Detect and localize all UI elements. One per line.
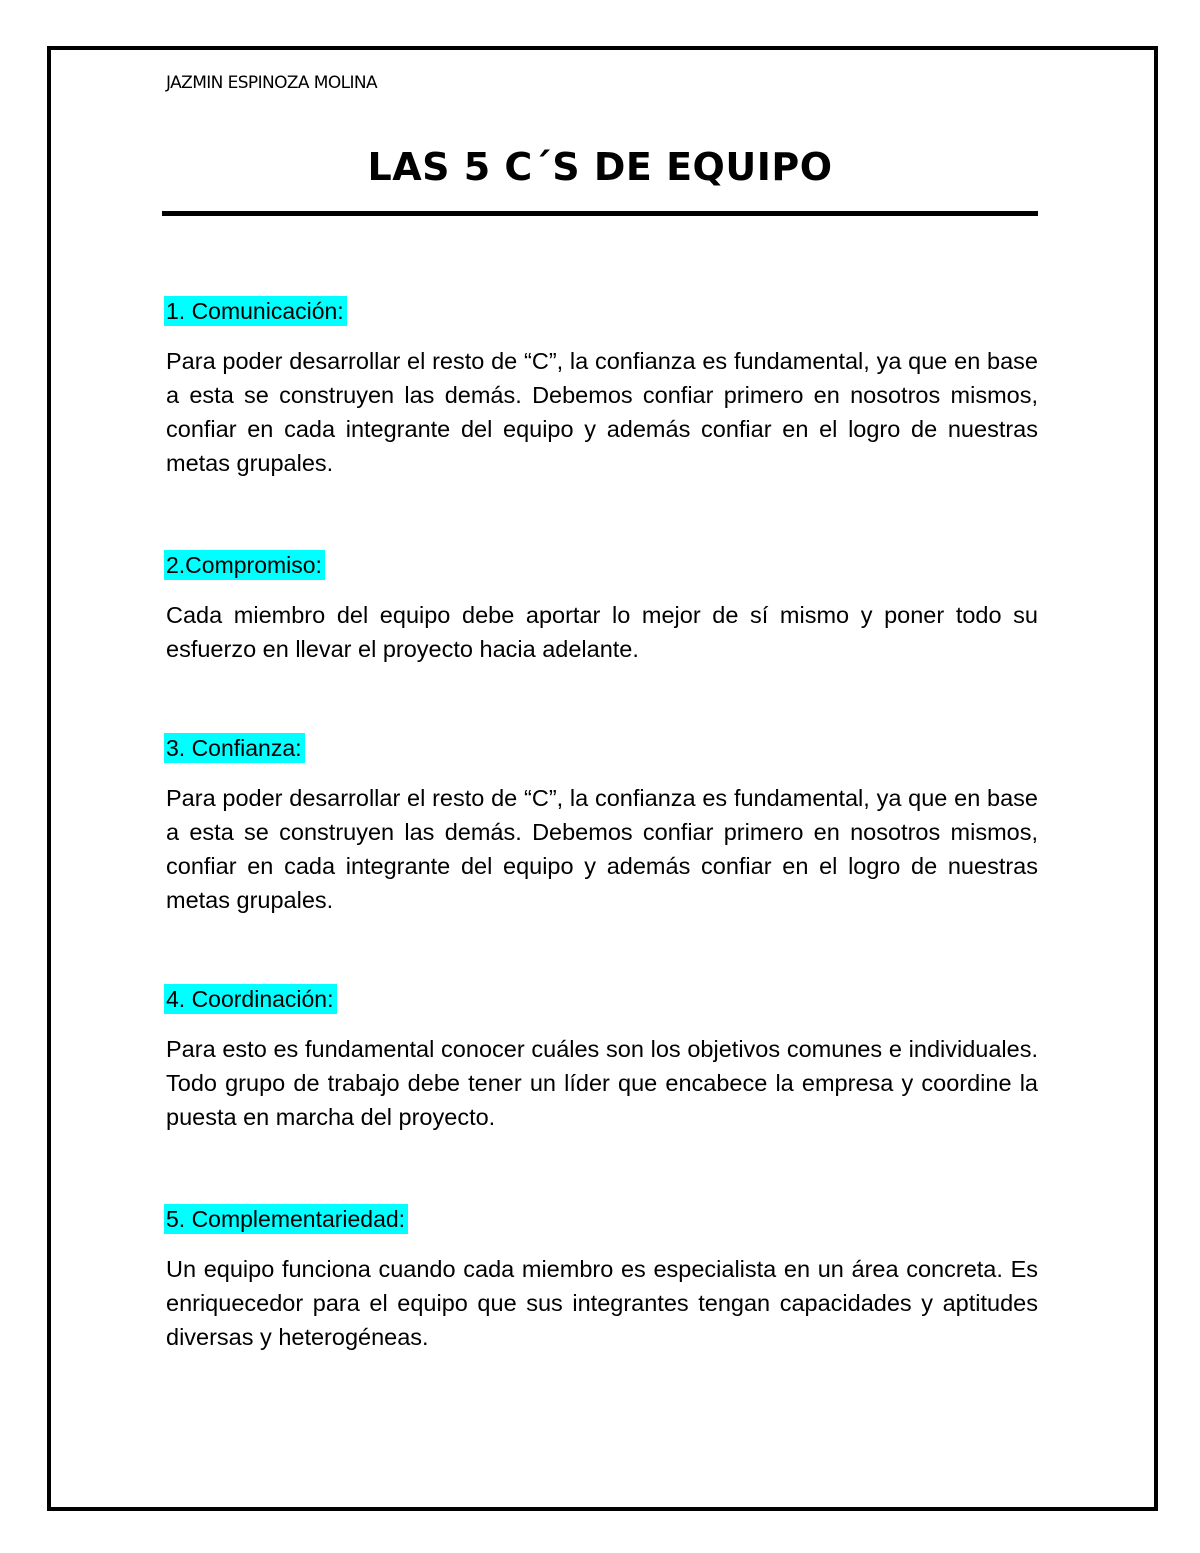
page-title: LAS 5 C´S DE EQUIPO	[367, 145, 833, 189]
author-name: JAZMIN ESPINOZA MOLINA	[166, 73, 378, 93]
section-complementariedad	[166, 1204, 1038, 1354]
section-compromiso	[166, 550, 1038, 666]
section-heading: 2.Compromiso:	[164, 550, 325, 580]
section-body: Para poder desarrollar el resto de “C”, la confianza es fundamental, ya que en base a esta se construyen las demás. Debemos confiar primero en nosotros mismos, confiar en cada integrante del equipo y además confiar en el logro de nuestras metas grupales.	[166, 785, 1038, 913]
section-body: Un equipo funciona cuando cada miembro es especialista en un área concreta. Es enriquecedor para el equipo que sus integrantes tengan capacidades y aptitudes diversas y heterogéneas.	[166, 1256, 1038, 1350]
section-heading: 5. Complementariedad:	[164, 1204, 408, 1234]
section-heading: 3. Confianza:	[164, 733, 305, 763]
section-body: Cada miembro del equipo debe aportar lo mejor de sí mismo y poner todo su esfuerzo en llevar el proyecto hacia adelante.	[166, 602, 1038, 662]
section-coordinacion	[166, 984, 1038, 1134]
section-heading: 4. Coordinación:	[164, 984, 337, 1014]
section-heading: 1. Comunicación:	[164, 296, 347, 326]
section-comunicacion	[166, 296, 1038, 480]
section-body: Para poder desarrollar el resto de “C”, la confianza es fundamental, ya que en base a esta se construyen las demás. Debemos confiar primero en nosotros mismos, confiar en cada integrante del equipo y además confiar en el logro de nuestras metas grupales.	[166, 348, 1038, 476]
title-divider	[162, 211, 1038, 216]
section-confianza	[166, 733, 1038, 917]
section-body: Para esto es fundamental conocer cuáles son los objetivos comunes e individuales. Todo grupo de trabajo debe tener un líder que encabece la empresa y coordine la puesta en marcha del proyecto.	[166, 1036, 1038, 1130]
